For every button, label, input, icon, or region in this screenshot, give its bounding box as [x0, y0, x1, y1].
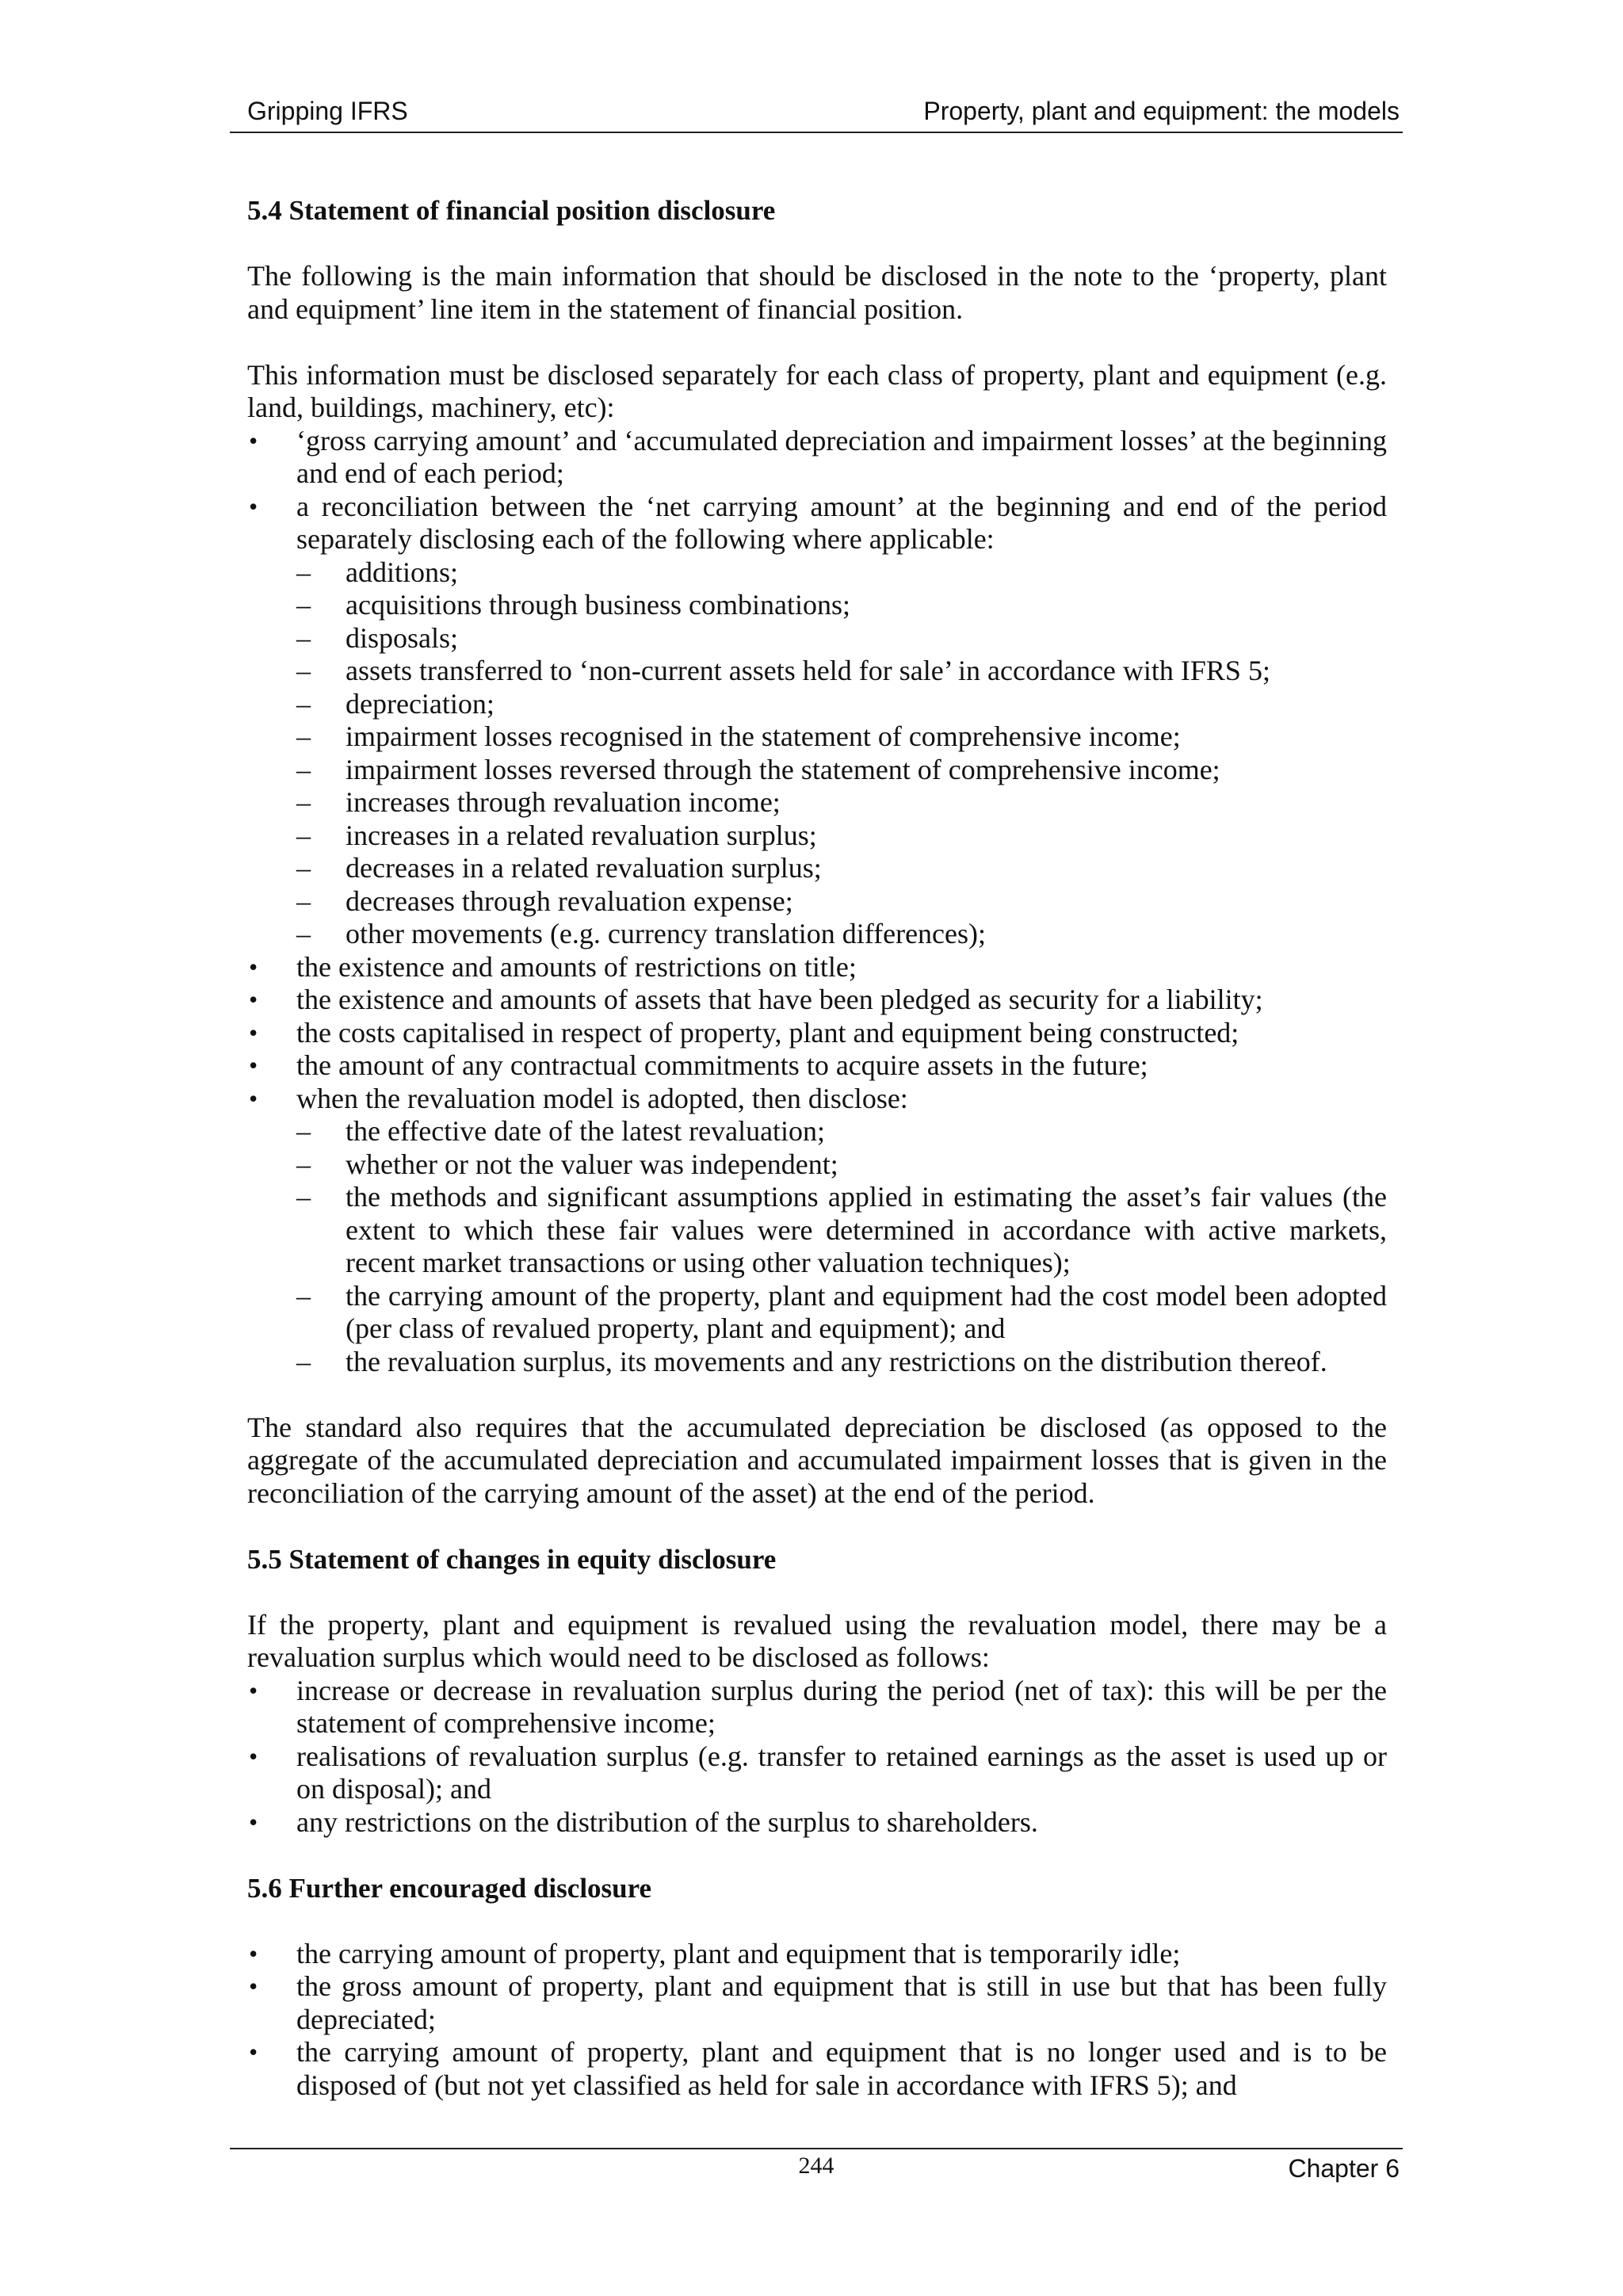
revaluation-sublist — [296, 1115, 1387, 1378]
sublist-item: – impairment losses reversed through the statement of comprehensive income; — [296, 754, 1387, 787]
header-book-title: Gripping IFRS — [247, 97, 408, 125]
section-5-4-bullet-list — [247, 425, 1387, 1379]
list-item: • the gross amount of property, plant and equipment that is still in use but that has been fully depreciated; — [247, 1970, 1387, 2036]
sublist-item: – acquisitions through business combinations; — [296, 589, 1387, 622]
sublist-item: – assets transferred to ‘non-current assets held for sale’ in accordance with IFRS 5; — [296, 655, 1387, 688]
sublist-item: – increases in a related revaluation surplus; — [296, 819, 1387, 853]
section-5-5-heading: 5.5 Statement of changes in equity disclosure — [247, 1543, 777, 1575]
section-5-6-heading: 5.6 Further encouraged disclosure — [247, 1872, 652, 1904]
page-body — [247, 194, 1387, 2102]
sublist-item: – whether or not the valuer was independent; — [296, 1148, 1387, 1182]
sublist-item: – increases through revaluation income; — [296, 786, 1387, 819]
sublist-item: – depreciation; — [296, 688, 1387, 721]
sublist-item: – decreases in a related revaluation surplus; — [296, 852, 1387, 885]
list-item: • the carrying amount of property, plant and equipment that is temporarily idle; — [247, 1938, 1387, 1971]
section-5-4-class-paragraph: This information must be disclosed separately for each class of property, plant and equipment (e.g. land, buildings, machinery, etc): — [247, 358, 1387, 423]
section-5-4-intro: The following is the main information that should be disclosed in the note to the ‘property, plant and equipment’ line item in the statement of financial position. — [247, 260, 1387, 325]
reconciliation-text: a reconciliation between the ‘net carrying amount’ at the beginning and end of the period separately disclosing each of the following where applicable: — [296, 490, 1387, 555]
list-item: • any restrictions on the distribution of the surplus to shareholders. — [247, 1806, 1387, 1839]
list-item: • realisations of revaluation surplus (e.g. transfer to retained earnings as the asset is used up or on disposal); and — [247, 1740, 1387, 1806]
section-5-6-bullet-list — [247, 1938, 1387, 2103]
section-5-5-intro: If the property, plant and equipment is revalued using the revaluation model, there may be a revaluation surplus which would need to be disclosed as follows: — [247, 1608, 1387, 1673]
sublist-item: – other movements (e.g. currency translation differences); — [296, 918, 1387, 951]
sublist-item: – impairment losses recognised in the statement of comprehensive income; — [296, 720, 1387, 754]
page-footer — [230, 2148, 1403, 2189]
page-number: 244 — [798, 2153, 834, 2179]
list-item — [247, 491, 1387, 951]
header-chapter-title: Property, plant and equipment: the models — [923, 97, 1400, 125]
sublist-item: – the effective date of the latest revaluation; — [296, 1115, 1387, 1148]
footer-chapter-label: Chapter 6 — [1288, 2154, 1400, 2183]
sublist-item: – disposals; — [296, 622, 1387, 655]
sublist-item: – the methods and significant assumptions applied in estimating the asset’s fair values (the extent to which these fair values were determined in accordance with active markets, recent market transactions or using other valuation techniques); — [296, 1181, 1387, 1280]
list-item: • increase or decrease in revaluation surplus during the period (net of tax): this will be per the statement of comprehensive income; — [247, 1675, 1387, 1740]
list-item: • the carrying amount of property, plant and equipment that is no longer used and is to be disposed of (but not yet classified as held for sale in accordance with IFRS 5); and — [247, 2036, 1387, 2102]
sublist-item: – additions; — [296, 556, 1387, 590]
list-item: • the amount of any contractual commitments to acquire assets in the future; — [247, 1049, 1387, 1083]
list-item — [247, 1083, 1387, 1379]
section-5-4-heading: 5.4 Statement of financial position disclosure — [247, 195, 776, 226]
list-item: • the existence and amounts of assets that have been pledged as security for a liability; — [247, 984, 1387, 1017]
list-item: • the costs capitalised in respect of property, plant and equipment being constructed; — [247, 1017, 1387, 1050]
reconciliation-sublist — [296, 556, 1387, 951]
page-header — [230, 94, 1403, 133]
sublist-item: – the carrying amount of the property, plant and equipment had the cost model been adopted (per class of revalued property, plant and equipment); and — [296, 1280, 1387, 1346]
list-item: • the existence and amounts of restrictions on title; — [247, 951, 1387, 984]
section-5-5-bullet-list — [247, 1675, 1387, 1839]
sublist-item: – decreases through revaluation expense; — [296, 885, 1387, 919]
sublist-item: – the revaluation surplus, its movements and any restrictions on the distribution thereof. — [296, 1346, 1387, 1379]
revaluation-model-text: when the revaluation model is adopted, then disclose: — [296, 1082, 908, 1114]
section-5-4-accumulated-depreciation-paragraph: The standard also requires that the accumulated depreciation be disclosed (as opposed to the aggregate of the accumulated depreciation and accumulated impairment losses that is given in the reconciliation of the carrying amount of the asset) at the end of the period. — [247, 1411, 1387, 1509]
list-item: • ‘gross carrying amount’ and ‘accumulated depreciation and impairment losses’ at the beginning and end of each period; — [247, 425, 1387, 491]
